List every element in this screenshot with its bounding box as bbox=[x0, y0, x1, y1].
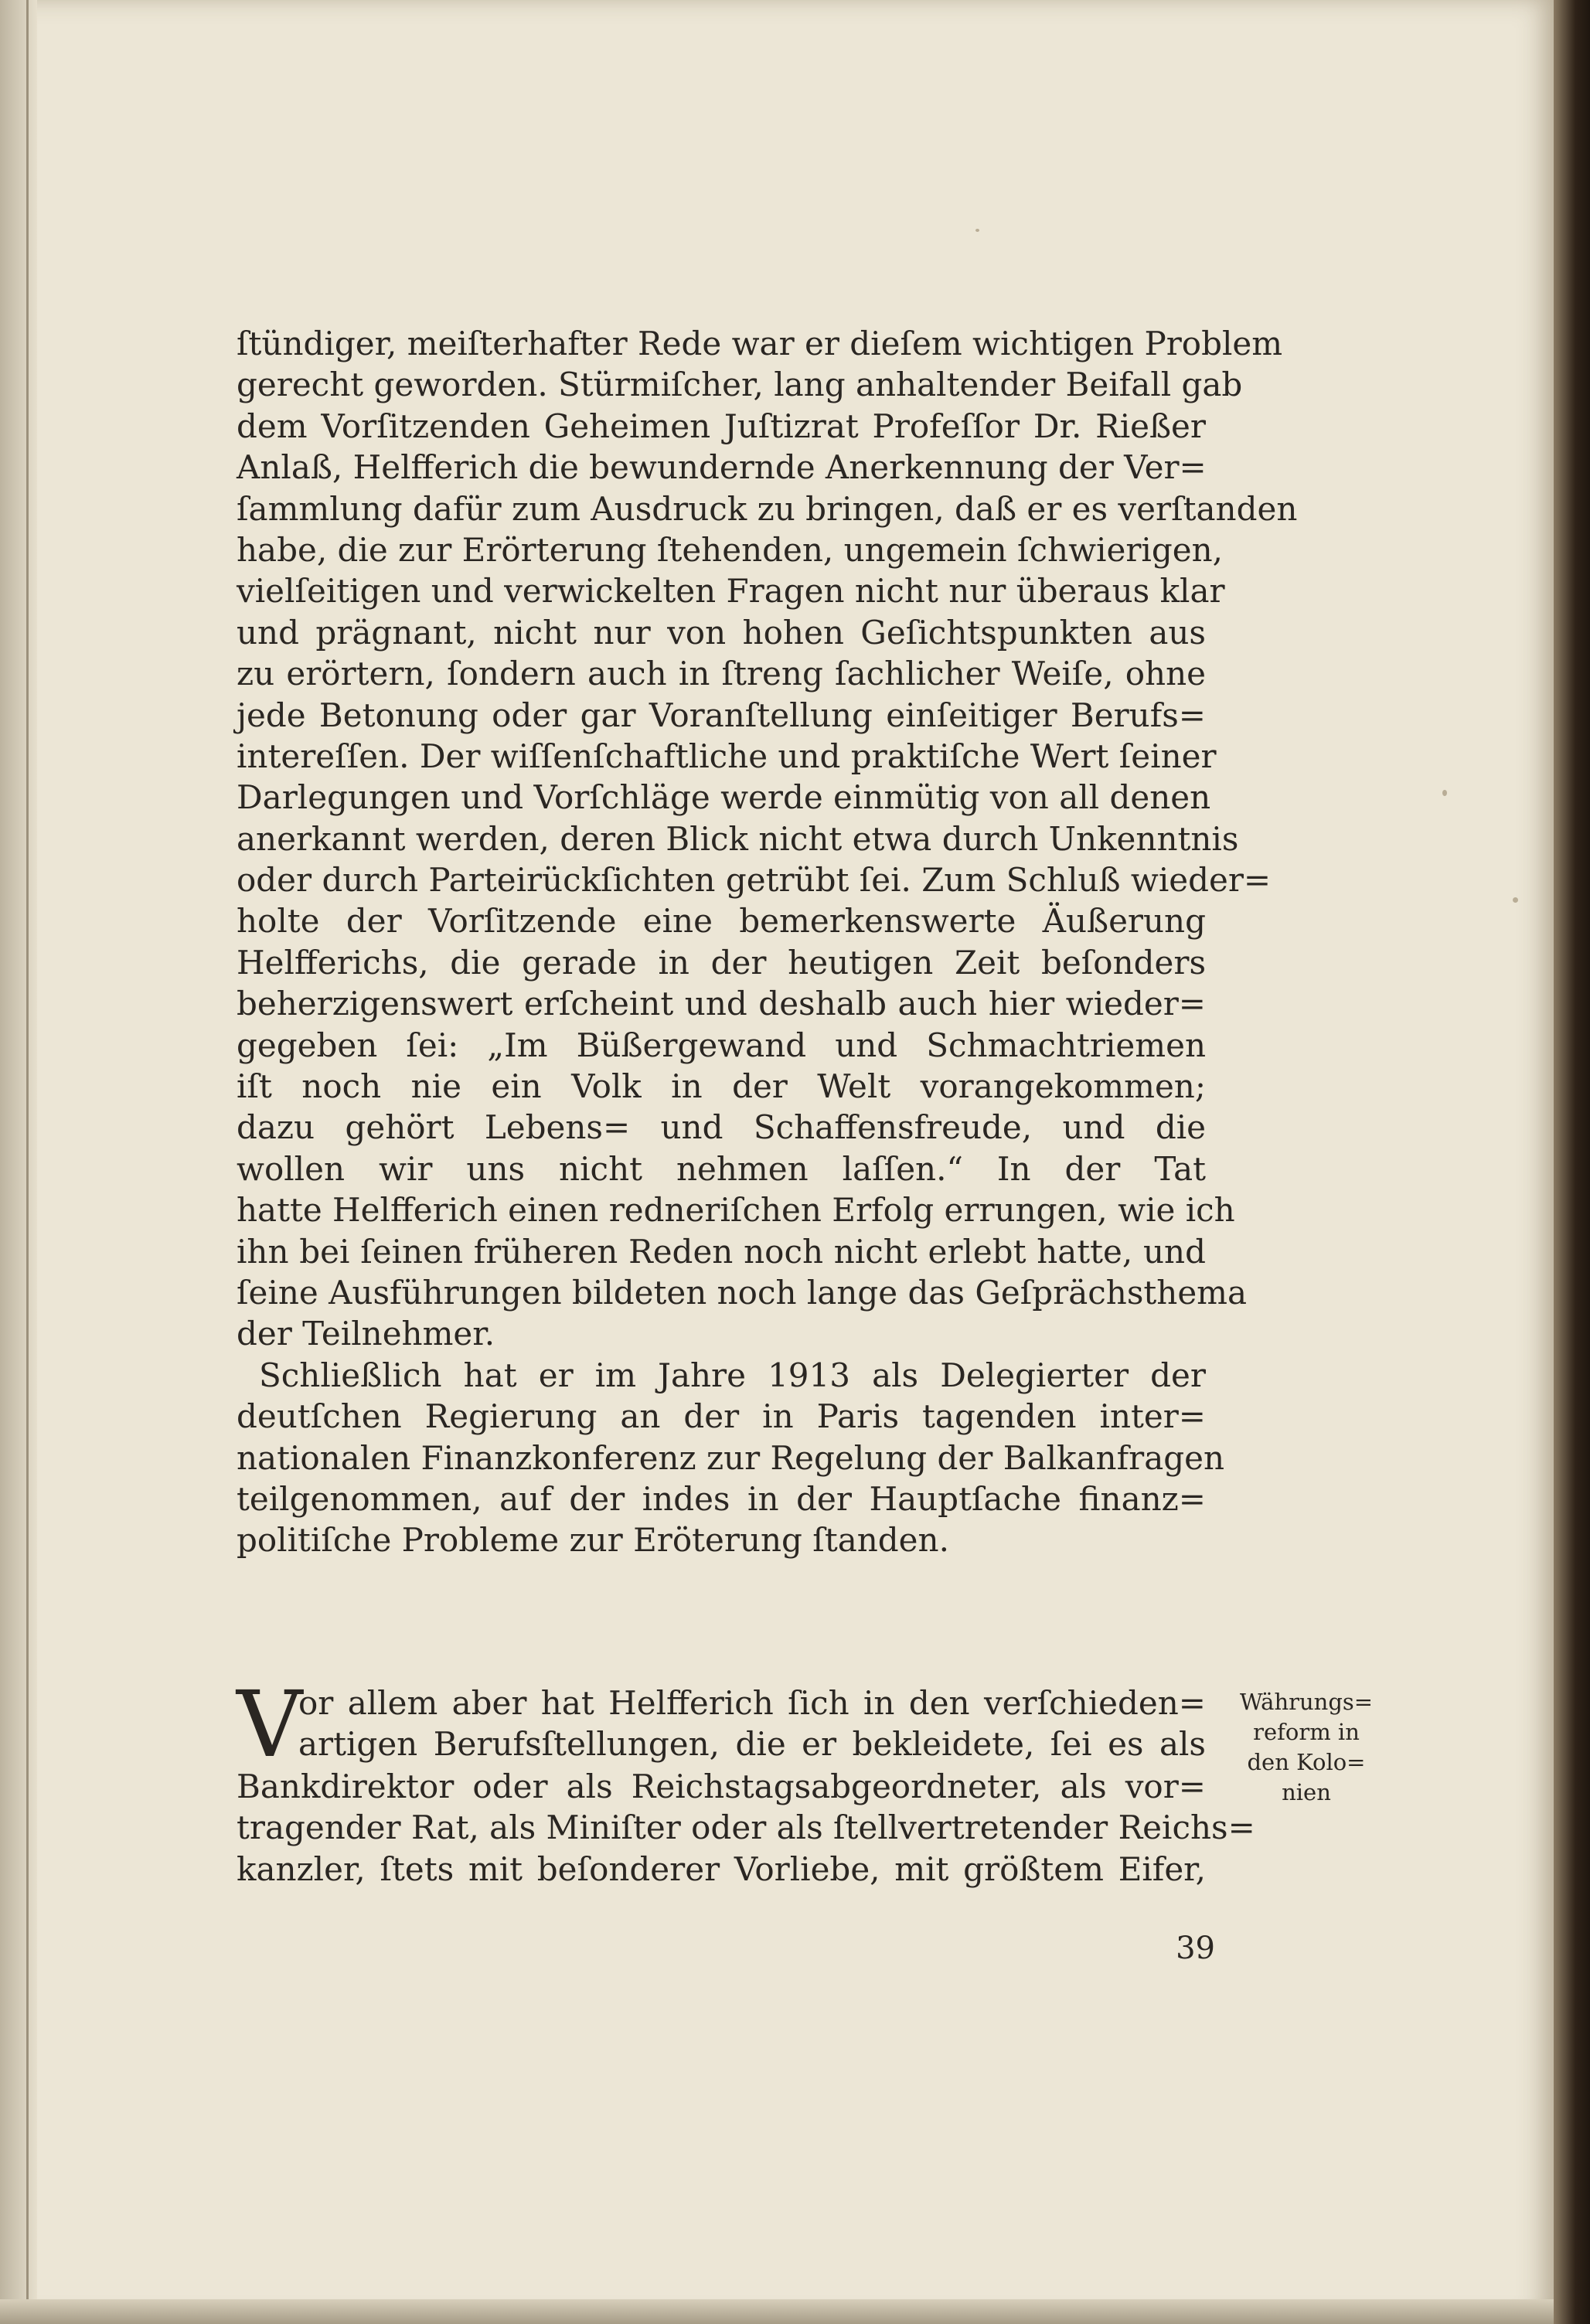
text-line: dem Vorſitzenden Geheimen Juſtizrat Profeſſor Dr. Rießer bbox=[237, 407, 1206, 445]
marginal-note-line: Währungs= bbox=[1239, 1689, 1374, 1715]
text-line: ſammlung dafür zum Ausdruck zu bringen, daß er es verſtanden bbox=[237, 489, 1298, 528]
text-line: deutſchen Regierung an der in Paris tagenden inter= bbox=[237, 1397, 1206, 1436]
text-line: anerkannt werden, deren Blick nicht etwa durch Unkenntnis bbox=[237, 819, 1239, 858]
text-line: politiſche Probleme zur Eröterung ſtanden. bbox=[237, 1521, 949, 1560]
text-line: zu erörtern, ſondern auch in ſtreng ſachlicher Weiſe, ohne bbox=[237, 655, 1206, 693]
section-two-text-block bbox=[237, 1671, 1255, 1890]
drop-cap: V bbox=[237, 1671, 303, 1778]
text-line: holte der Vorſitzende eine bemerkenswerte Äußerung bbox=[237, 902, 1206, 941]
text-line: und prägnant, nicht nur von hohen Geſichtspunkten aus bbox=[237, 613, 1206, 652]
gutter-fold-line bbox=[26, 0, 29, 2324]
text-line: habe, die zur Erörterung ſtehenden, ungemein ſchwierigen, bbox=[237, 530, 1223, 569]
book-cover-edge bbox=[1554, 0, 1590, 2324]
text-line: Helfferichs, die gerade in der heutigen Zeit beſonders bbox=[237, 943, 1206, 982]
text-line: Schließlich hat er im Jahre 1913 als Delegierter der bbox=[259, 1356, 1206, 1394]
page-number: 39 bbox=[1176, 1931, 1215, 1966]
text-line: kanzler, ſtets mit beſonderer Vorliebe, mit größtem Eifer, bbox=[237, 1849, 1206, 1888]
text-line: intereſſen. Der wiſſenſchaftliche und praktiſche Wert ſeiner bbox=[237, 737, 1217, 775]
text-line: tragender Rat, als Miniſter oder als ſtellvertretender Reichs= bbox=[237, 1809, 1255, 1847]
text-line: or allem aber hat Helfferich ſich in den verſchieden= bbox=[298, 1684, 1206, 1722]
text-line: hatte Helfferich einen redneriſchen Erfolg errungen, wie ich bbox=[237, 1191, 1235, 1230]
text-line: ſtündiger, meiſterhafter Rede war er dieſem wichtigen Problem bbox=[237, 325, 1283, 362]
text-line: gerecht geworden. Stürmiſcher, lang anhaltender Beifall gab bbox=[237, 366, 1243, 404]
main-text-block bbox=[237, 323, 1298, 1561]
marginal-note-line: den Kolo= bbox=[1247, 1749, 1366, 1775]
text-line: der Teilnehmer. bbox=[237, 1315, 495, 1353]
marginal-note-line: reform in bbox=[1253, 1719, 1360, 1745]
paper-speck bbox=[975, 229, 979, 232]
text-line: Bankdirektor oder als Reichstagsabgeordneter, als vor= bbox=[237, 1768, 1206, 1805]
text-line: gegeben ſei: „Im Büßergewand und Schmachtriemen bbox=[237, 1026, 1206, 1064]
text-line: nationalen Finanzkonferenz zur Regelung der Balkanfragen bbox=[237, 1438, 1225, 1477]
text-line: wollen wir uns nicht nehmen laſſen.“ In der Tat bbox=[237, 1149, 1206, 1188]
paper-speck bbox=[1513, 897, 1518, 903]
text-line: ſeine Ausführungen bildeten noch lange das Geſprächsthema bbox=[237, 1273, 1248, 1312]
text-line: teilgenommen, auf der indes in der Hauptſache finanz= bbox=[237, 1479, 1206, 1518]
text-line: vielſeitigen und verwickelten Fragen nicht nur überaus klar bbox=[237, 572, 1225, 611]
text-line: dazu gehört Lebens= und Schaffensfreude, und die bbox=[237, 1108, 1206, 1147]
marginal-note bbox=[1233, 1687, 1380, 1808]
text-line: Anlaß, Helfferich die bewundernde Anerkennung der Ver= bbox=[237, 448, 1207, 487]
text-line: jede Betonung oder gar Voranſtellung einſeitiger Berufs= bbox=[237, 696, 1206, 734]
text-line: iſt noch nie ein Volk in der Welt vorangekommen; bbox=[237, 1067, 1206, 1106]
text-line: beherzigenswert erſcheint und deshalb auch hier wieder= bbox=[237, 985, 1206, 1023]
text-line: artigen Berufsſtellungen, die er bekleidete, ſei es als bbox=[298, 1725, 1206, 1764]
marginal-note-line: nien bbox=[1282, 1779, 1331, 1805]
text-line: oder durch Parteirückſichten getrübt ſei. Zum Schluß wieder= bbox=[237, 861, 1272, 900]
paper-speck bbox=[1442, 790, 1447, 796]
book-gutter bbox=[0, 0, 37, 2324]
text-line: ihn bei ſeinen früheren Reden noch nicht erlebt hatte, und bbox=[237, 1232, 1206, 1271]
text-line: Darlegungen und Vorſchläge werde einmütig von all denen bbox=[237, 778, 1211, 817]
page-bottom-edge bbox=[0, 2299, 1554, 2324]
